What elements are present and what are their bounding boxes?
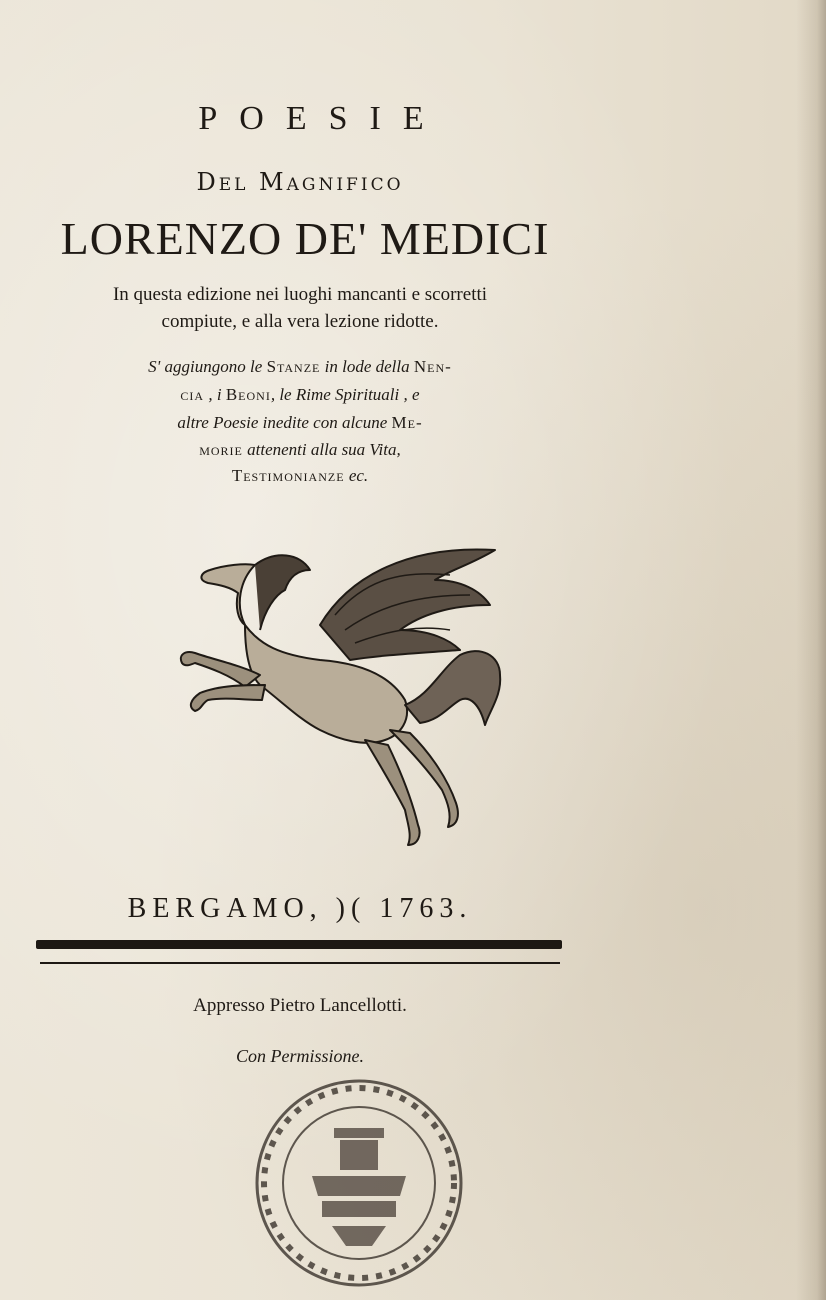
additions-line-5: Testimonianze ec. (231, 466, 369, 485)
imprint-thin-rule (40, 962, 560, 964)
paper-edge (796, 0, 826, 1300)
imprint-place-date: BERGAMO, )( 1763. (127, 893, 473, 924)
imprint-thick-rule (36, 940, 562, 949)
additions-line-4: morie attenenti alla sua Vita, (199, 440, 401, 459)
additions-line-2: cia , i Beoni, le Rime Spirituali , e (180, 385, 420, 404)
author-name: LORENZO DE' MEDICI (60, 213, 550, 264)
library-stamp-icon (252, 1076, 466, 1290)
edition-line-1: In questa edizione nei luoghi mancanti e scorretti (112, 284, 488, 305)
book-title: POESIE (198, 100, 446, 137)
edition-line-2: compiute, e alla vera lezione ridotte. (161, 311, 439, 332)
printer-line: Appresso Pietro Lancellotti. (193, 995, 407, 1016)
additions-line-3: altre Poesie inedite con alcune Me- (177, 413, 423, 432)
pegasus-icon (150, 535, 510, 865)
additions-line-1: S' aggiungono le Stanze in lode della Nen- (148, 357, 452, 376)
permission-line: Con Permissione. (236, 1046, 364, 1066)
book-subtitle: Del Magnifico (196, 168, 404, 196)
